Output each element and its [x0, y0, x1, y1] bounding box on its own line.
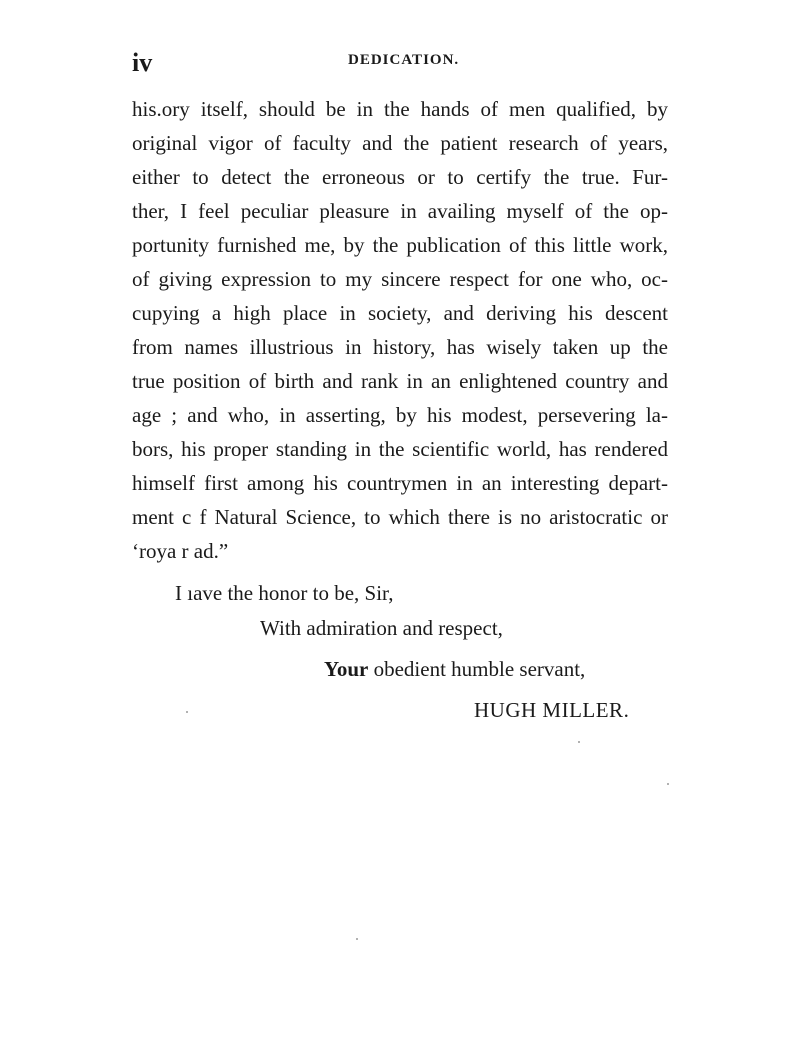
text-line: his.ory itself, should be in the hands of men qualified, by: [132, 97, 668, 121]
closing-line-honor: I ıave the honor to be, Sir,: [175, 581, 394, 605]
signature: HUGH MILLER.: [474, 698, 630, 722]
closing-your: Your: [324, 657, 369, 681]
text-line: age ; and who, in asserting, by his modest, persevering la-: [132, 403, 668, 427]
text-line: bors, his proper standing in the scientific world, has rendered: [132, 437, 668, 461]
text-line: portunity furnished me, by the publication of this little work,: [132, 233, 668, 257]
text-line: cupying a high place in society, and deriving his descent: [132, 301, 668, 325]
print-speck: [356, 938, 358, 940]
print-speck: [578, 741, 580, 743]
section-title: DEDICATION.: [348, 52, 460, 68]
closing-line-servant: [324, 652, 585, 686]
text-line: true position of birth and rank in an enlightened country and: [132, 369, 668, 393]
text-line: of giving expression to my sincere respect for one who, oc-: [132, 267, 668, 291]
text-line: ther, I feel peculiar pleasure in availing myself of the op-: [132, 199, 668, 223]
text-line: ment c f Natural Science, to which there is no aristocratic or: [132, 505, 668, 529]
dedication-body: [132, 92, 668, 568]
text-line: from names illustrious in history, has wisely taken up the: [132, 335, 668, 359]
text-line: original vigor of faculty and the patient research of years,: [132, 131, 668, 155]
print-speck: [186, 711, 188, 713]
text-line: himself first among his countrymen in an interesting depart-: [132, 471, 668, 495]
page-number: iv: [132, 48, 153, 77]
print-speck: [667, 783, 669, 785]
text-line: either to detect the erroneous or to certify the true. Fur-: [132, 165, 668, 189]
closing-line-admiration: With admiration and respect,: [260, 616, 503, 640]
closing-servant-rest: obedient humble servant,: [368, 657, 586, 681]
text-line: ‘roya r ad.”: [132, 539, 229, 563]
running-head: [0, 48, 800, 78]
